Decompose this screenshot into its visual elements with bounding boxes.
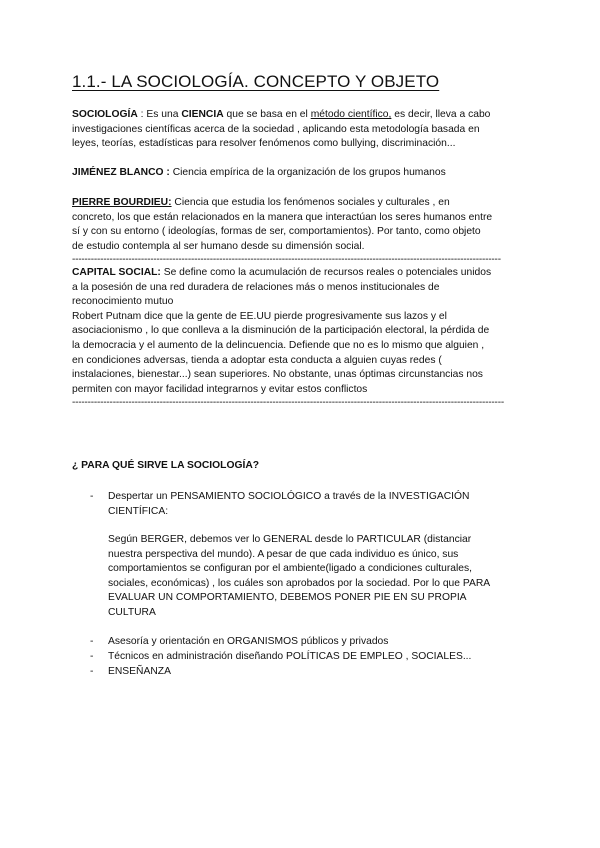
jimenez-line [72,166,532,181]
capital-line-2: a la posesión de una red duradera de relaciones más o menos institucionales de [72,281,440,293]
text-fragment: Ciencia que estudia los fenómenos sociales y culturales , en [171,197,450,208]
bullet-dash: - [90,491,94,502]
capital-line-8: instalaciones, bienestar...) sean superiores. No obstante, unas óptimas circunstancias nos [72,369,483,381]
dashed-separator: ----------------------------------------------------------------------------------------------------------------------------------------- [72,254,501,265]
metodo-cientifico-text: método científico, [310,109,392,120]
bourdieu-line-4: de estudio contempla al ser humano desde su dimensión social. [72,240,365,252]
text-fragment: : Es una [137,109,182,120]
text-fragment: es decir, lleva a cabo [391,109,491,120]
text-fragment: Se define como la acumulación de recursos reales o potenciales unidos [160,267,492,278]
sociologia-definition [72,108,532,152]
page-title: 1.1.- LA SOCIOLOGÍA. CONCEPTO Y OBJETO [72,72,440,91]
list-item-text: ENSEÑANZA [108,666,171,677]
bourdieu-line-2: concreto, los que están relacionados en la manera que interactúan los seres humanos entre [72,211,493,223]
jimenez-term: JIMÉNEZ BLANCO : [72,167,170,178]
capital-line-1 [72,266,532,281]
berger-line-4: sociales, económicas) , los cuáles son aprobados por la sociedad. Por lo que PARA [108,577,491,589]
bullet-dash: - [90,651,94,662]
ciencia-term: CIENCIA [181,109,224,120]
jimenez-text: Ciencia empírica de la organización de los grupos humanos [169,167,446,178]
bullet-dash: - [90,636,94,647]
list-item-line: CIENTÍFICA: [108,505,169,517]
bullet-dash: - [90,666,94,677]
capital-line-4: Robert Putnam dice que la gente de EE.UU pierde progresivamente sus lazos y el [72,310,447,322]
list-item-line: Despertar un PENSAMIENTO SOCIOLÓGICO a través de la INVESTIGACIÓN [108,491,470,502]
berger-line-1: Según BERGER, debemos ver lo GENERAL desde lo PARTICULAR (distanciar [108,534,472,545]
section-question-heading: ¿ PARA QUÉ SIRVE LA SOCIOLOGÍA? [72,460,260,471]
list-item-text [108,490,469,519]
berger-line-6: CULTURA [108,606,156,618]
text-fragment: que se basa en el [223,109,311,120]
jimenez-definition [72,166,532,181]
berger-line-2: nuestra perspectiva del mundo). A pesar de que cada individuo es único, sus [108,548,459,560]
capital-line-5: asociacionismo , lo que conlleva a la disminución de la participación electoral, la pérdida de [72,325,490,337]
sociologia-term: SOCIOLOGÍA [72,109,138,120]
berger-paragraph [108,533,528,621]
bourdieu-definition [72,196,532,254]
capital-line-3: reconocimiento mutuo [72,296,174,308]
berger-line-3: comportamientos se configuran por el ambiente(ligado a condiciones culturales, [108,563,473,575]
capital-line-6: la democracia y el aumento de la delincuencia. Defiende que no es lo mismo que alguien , [72,339,485,351]
capital-line-9: permiten con mayor facilidad integrarnos y evitar estos conflictos [72,383,368,395]
berger-line-5: EVALUAR UN COMPORTAMIENTO, DEBEMOS PONER PIE EN SU PROPIA [108,592,467,604]
sociologia-line-3: leyes, teorías, estadísticas para resolver fenómenos como bullying, discriminación... [72,138,456,150]
capital-term: CAPITAL SOCIAL: [72,267,161,278]
bourdieu-line-3: sí y con su entorno ( ideologías, formas de ser, comportamientos). Por tanto, como objeto [72,226,481,238]
capital-line-7: en condiciones adversas, tienda a adoptar esta conducta a alguien cuyas redes ( [72,354,442,366]
bourdieu-term: PIERRE BOURDIEU: [72,197,172,208]
capital-social-section [72,254,532,409]
sociologia-line-1 [72,108,532,123]
bourdieu-line-1 [72,196,532,211]
list-item-text: Asesoría y orientación en ORGANISMOS públicos y privados [108,636,389,647]
sociologia-line-2: investigaciones científicas acerca de la sociedad , aplicando esta metodología basada en [72,123,480,135]
list-item-text: Técnicos en administración diseñando POLÍTICAS DE EMPLEO , SOCIALES... [108,651,472,662]
dashed-separator-bottom: ------------------------------------------------------------------------------------------------------------------------------------------ [72,397,504,409]
